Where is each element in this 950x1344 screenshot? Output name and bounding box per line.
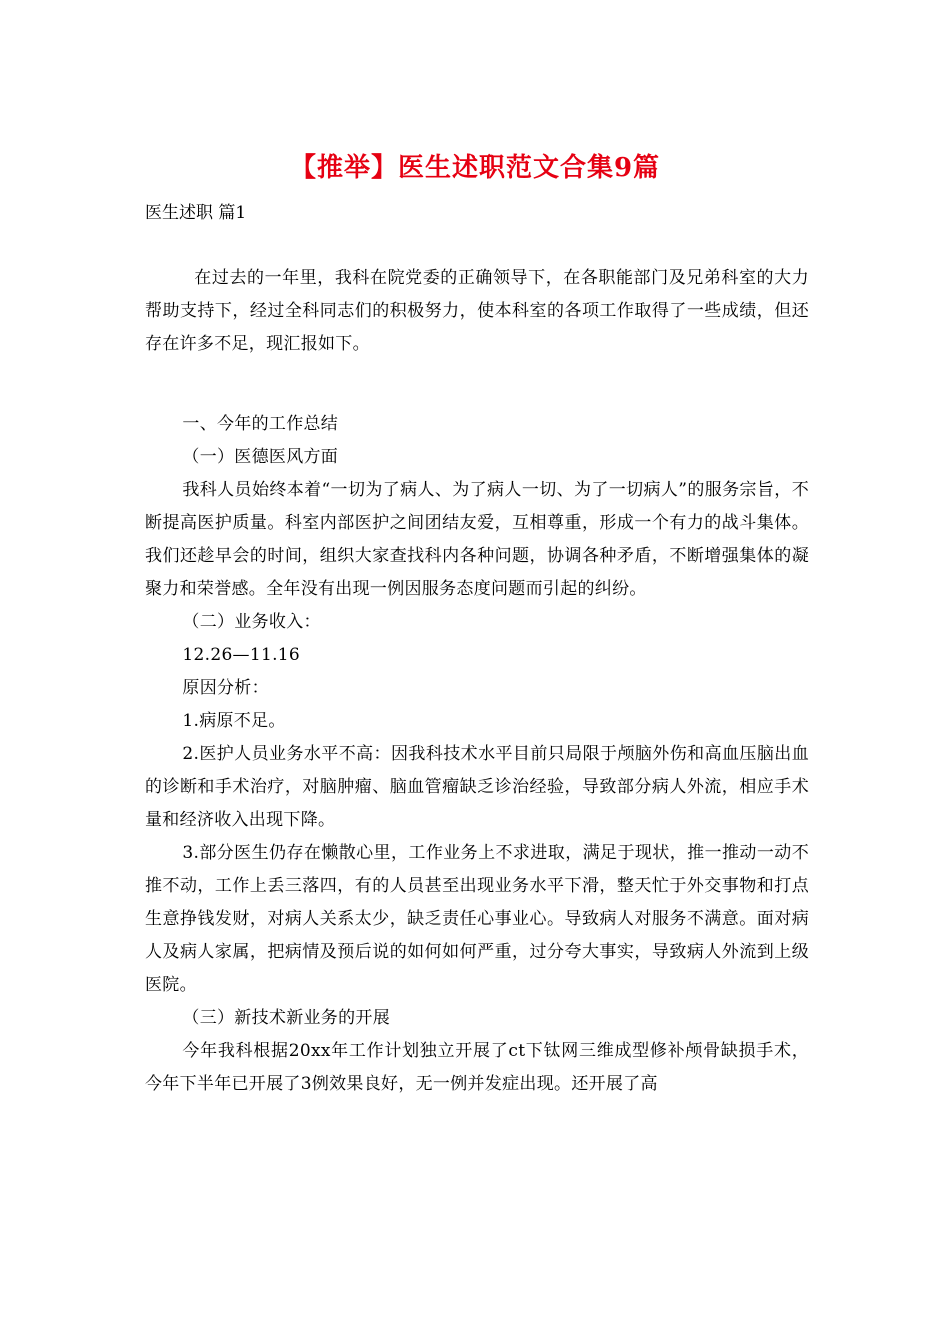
sub3-heading: （三）新技术新业务的开展 [182, 1008, 390, 1028]
intro-block [145, 262, 809, 361]
sub3-paragraph: 今年我科根据20xx年工作计划独立开展了ct下钛网三维成型修补颅骨缺损手术，今年下半年已开展了3例效果良好，无一例并发症出现。还开展了高 [145, 1041, 809, 1094]
sub1-heading: （一）医德医风方面 [182, 447, 339, 467]
sub2-heading: （二）业务收入： [182, 612, 321, 632]
sub1-paragraph: 我科人员始终本着“一切为了病人、为了病人一切、为了一切病人”的服务宗旨，不断提高医护质量。科室内部医护之间团结友爱，互相尊重，形成一个有力的战斗集体。我们还趁早会的时间，组织大家查找科内各种问题，协调各种矛盾，不断增强集体的凝聚力和荣誉感。全年没有出现一例因服务态度问题而引起的纠纷。 [145, 480, 809, 599]
sub2-range: 12.26—11.16 [182, 645, 301, 665]
document-title: 【推举】医生述职范文合集9篇 [289, 153, 661, 183]
intro-paragraph: 在过去的一年里，我科在院党委的正确领导下，在各职能部门及兄弟科室的大力帮助支持下，经过全科同志们的积极努力，使本科室的各项工作取得了一些成绩，但还存在许多不足，现汇报如下。 [145, 268, 809, 354]
reason-heading: 原因分析： [182, 678, 269, 698]
reason-item-1: 1.病原不足。 [182, 711, 286, 731]
reason-item-3: 3.部分医生仍存在懒散心里，工作业务上不求进取，满足于现状，推一推动一动不推不动，工作上丢三落四，有的人员甚至出现业务水平下滑，整天忙于外交事物和打点生意挣钱发财，对病人关系太少，缺乏责任心事业心。导致病人对服务不满意。面对病人及病人家属，把病情及预后说的如何如何严重，过分夸大事实，导致病人外流到上级医院。 [145, 843, 809, 995]
reason-item-2: 2.医护人员业务水平不高：因我科技术水平目前只局限于颅脑外伤和高血压脑出血的诊断和手术治疗，对脑肿瘤、脑血管瘤缺乏诊治经验，导致部分病人外流，相应手术量和经济收入出现下降。 [145, 744, 809, 830]
document-subtitle: 医生述职 篇1 [145, 203, 247, 223]
work-summary-block [145, 408, 809, 1101]
section1-heading: 一、今年的工作总结 [182, 414, 339, 434]
